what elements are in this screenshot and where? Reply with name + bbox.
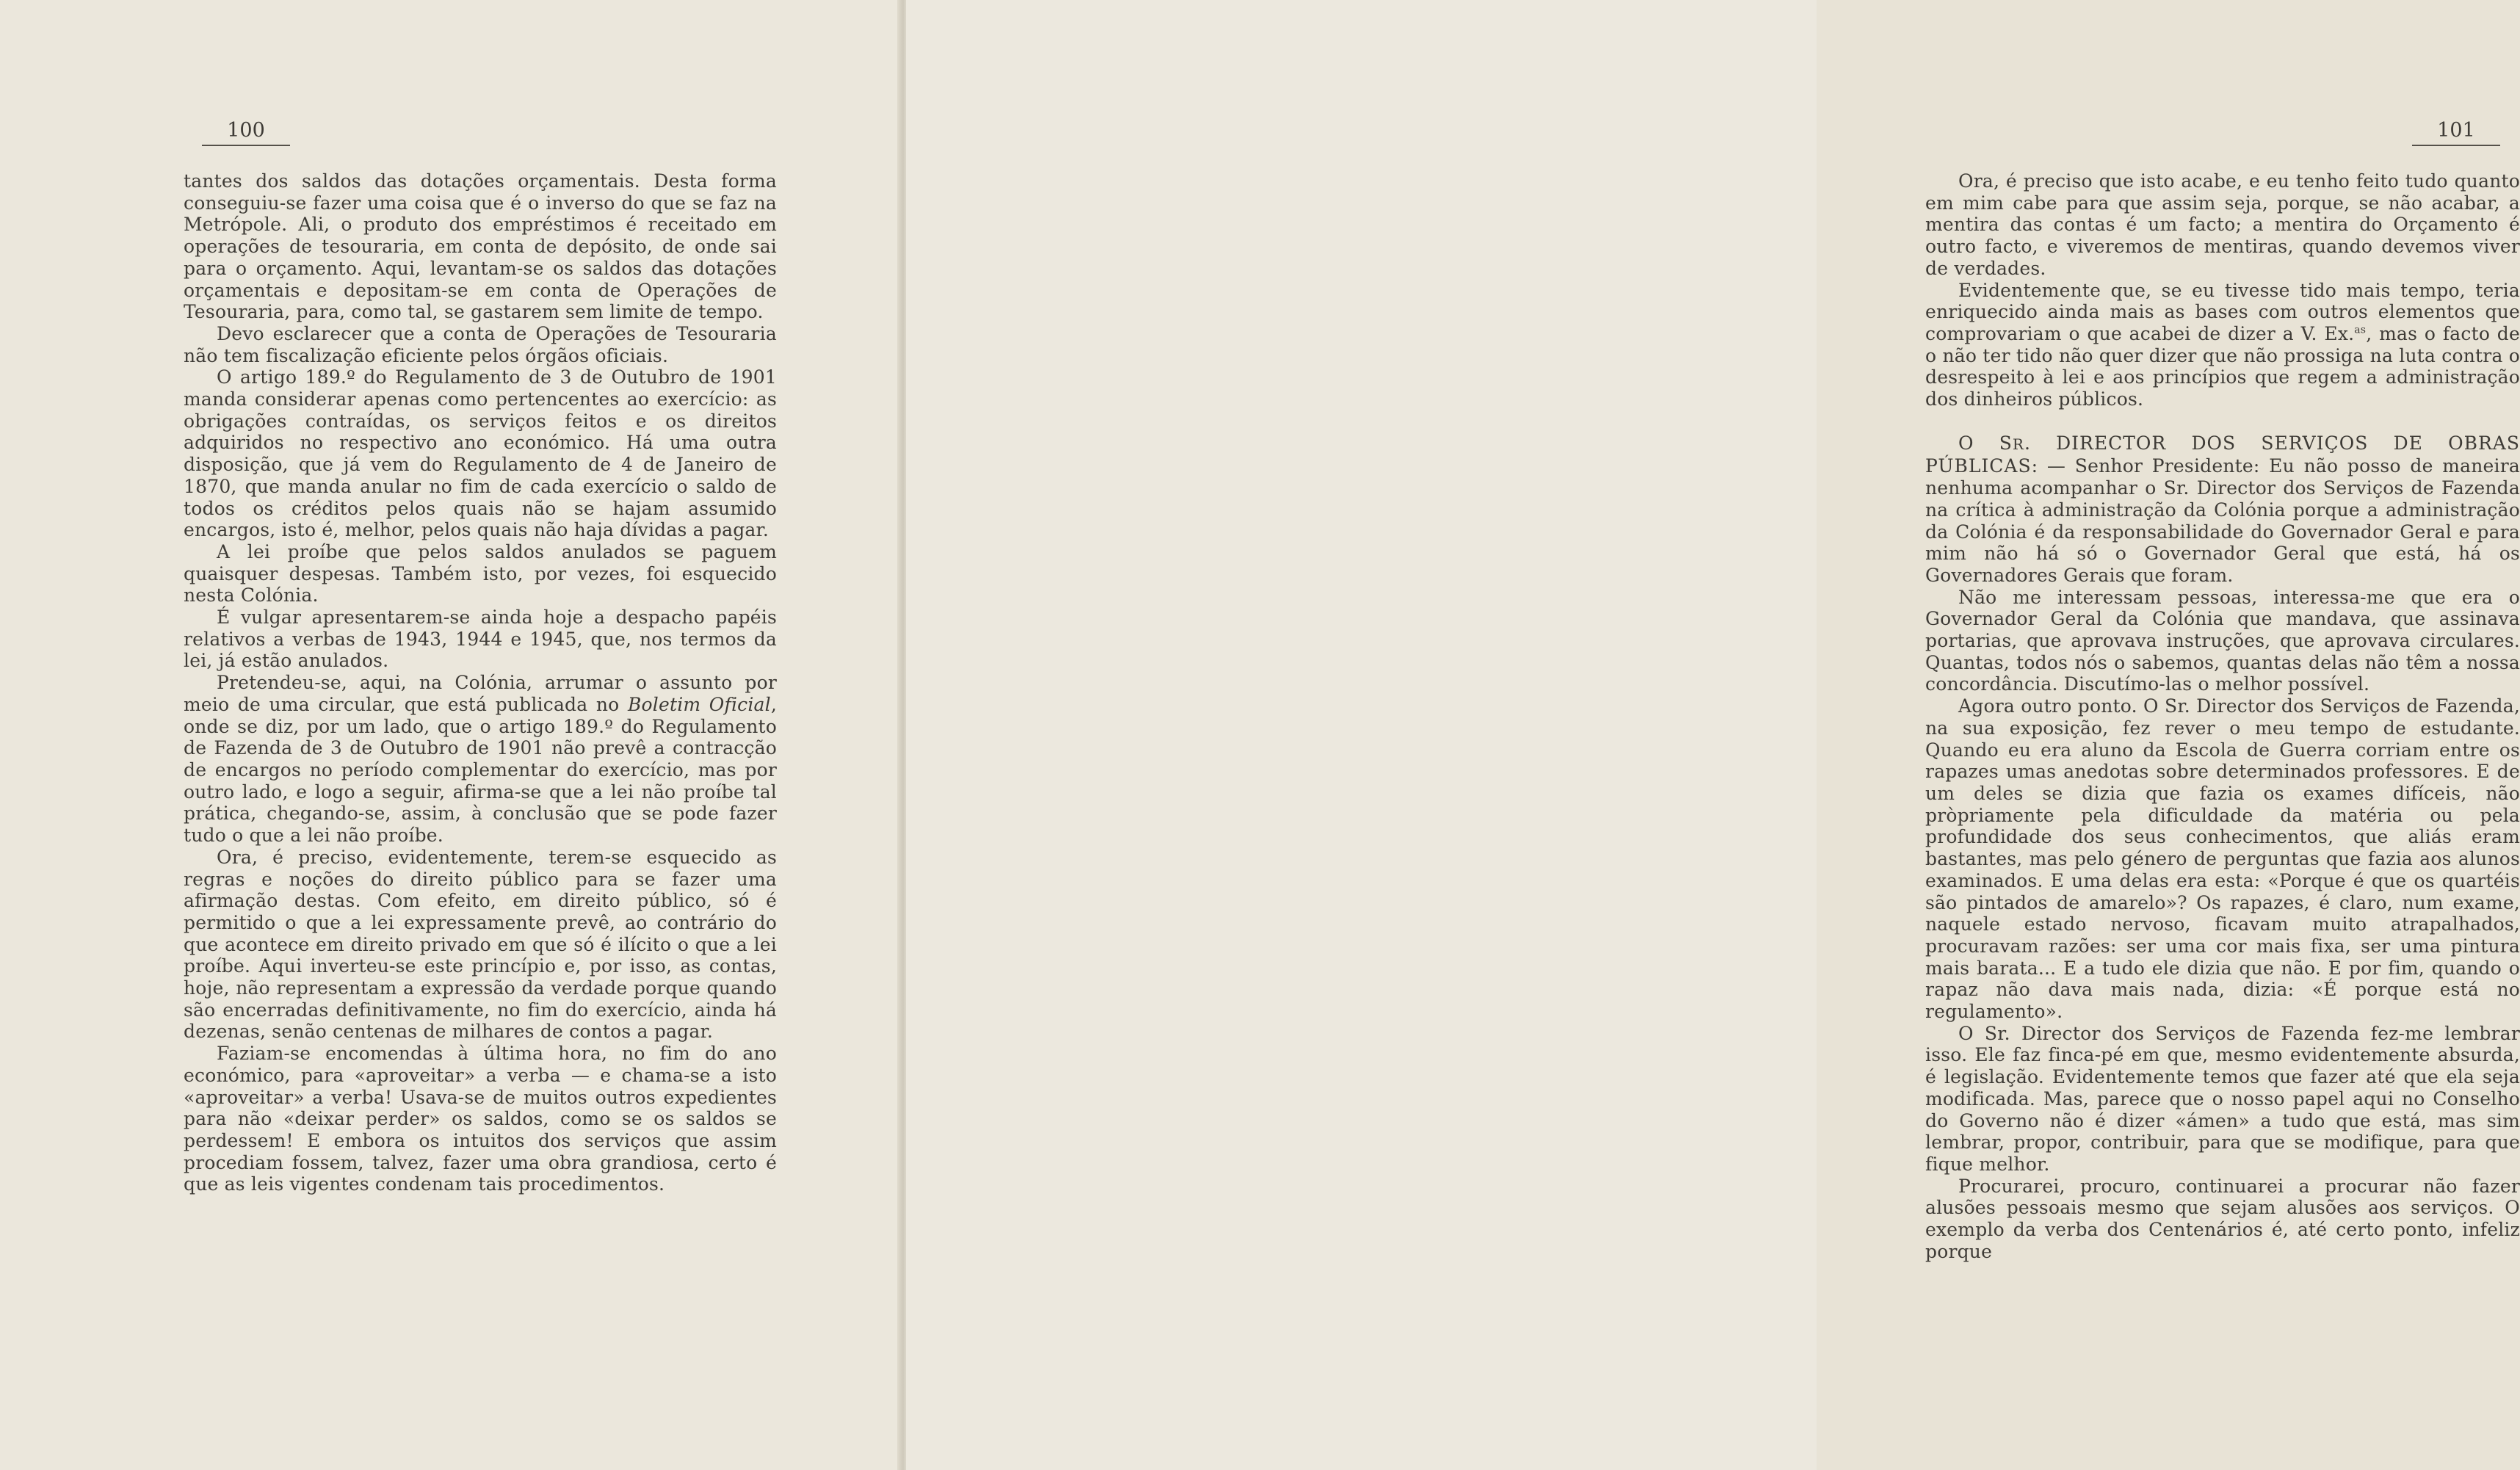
paragraph: Pretendeu-se, aqui, na Colónia, arrumar o assunto por meio de uma circular, que está publicada no Boletim Oficial, onde se diz, por um lado, que o artigo 189.º do Regulamento de Fazenda de 3 de Outubro de 1901 não prevê a contracção de encargos no período complementar do exercício, mas por outro lado, e logo a seguir, afirma-se que a lei não proíbe tal prática, chegando-se, assim, à conclusão que se pode fazer tudo o que a lei não proíbe. — [184, 672, 777, 847]
left-page — [0, 0, 902, 1470]
paragraph: Ora, é preciso, evidentemente, terem-se esquecido as regras e noções do direito público para se fazer uma afirmação destas. Com efeito, em direito público, só é permitido o que a lei expressamente prevê, ao contrário do que acontece em direito privado em que só é ilícito o que a lei proíbe. Aqui inverteu-se este princípio e, por isso, as contas, hoje, não representam a expressão da verdade porque quando são encerradas definitivamente, no fim do exercício, ainda há dezenas, senão centenas de milhares de contos a pagar. — [184, 846, 777, 1043]
left-page-text — [184, 170, 777, 1195]
paragraph: Procurarei, procuro, continuarei a procurar não fazer alusões pessoais mesmo que sejam alusões aos serviços. O exemplo da verba dos Centenários é, até certo ponto, infeliz porque — [1925, 1175, 2520, 1262]
right-page-text — [1925, 170, 2520, 1262]
page-number-right: 101 — [2412, 119, 2500, 146]
page-number-left: 100 — [202, 119, 290, 146]
paragraph: Agora outro ponto. O Sr. Director dos Serviços de Fazenda, na sua exposição, fez rever o meu tempo de estudante. Quando eu era aluno da Escola de Guerra corriam entre os rapazes umas anedotas sobre determinados professores. E de um deles se dizia que fazia os exames difíceis, não pròpriamente pela dificuldade da matéria ou pela profundidade dos seus conhecimentos, que aliás eram bastantes, mas pelo género de perguntas que fazia aos alunos examinados. E uma delas era esta: «Porque é que os quartéis são pintados de amarelo»? Os rapazes, é claro, num exame, naquele estado nervoso, ficavam muito atrapalhados, procuravam razões: ser uma cor mais fixa, ser uma pintura mais barata... E a tudo ele dizia que não. E por fim, quando o rapaz não dava mais nada, dizia: «É porque está no regulamento». — [1925, 695, 2520, 1023]
paragraph: O artigo 189.º do Regulamento de 3 de Outubro de 1901 manda considerar apenas como pertencentes ao exercício: as obrigações contraídas, os serviços feitos e os direitos adquiridos no respectivo ano económico. Há uma outra disposição, que já vem do Regulamento de 4 de Janeiro de 1870, que manda anular no fim de cada exercício o saldo de todos os créditos pelos quais não se hajam assumido encargos, isto é, melhor, pelos quais não haja dívidas a pagar. — [184, 366, 777, 541]
paragraph: Não me interessam pessoas, interessa-me que era o Governador Geral da Colónia que mandava, que assinava portarias, que aprovava instruções, que aprovava circulares. Quantas, todos nós o sabemos, quantas delas não têm a nossa concordância. Discutímo-las o melhor possível. — [1925, 586, 2520, 695]
publication-title: Boletim Oficial — [627, 693, 771, 715]
paragraph: Evidentemente que, se eu tivesse tido mais tempo, teria enriquecido ainda mais as bases com outros elementos que comprovariam o que acabei de dizer a V. Ex.$^{as}$, mas o facto de o não ter tido não quer dizer que não prossiga na luta contra o desrespeito à lei e aos princípios que regem a administração dos dinheiros públicos. — [1925, 279, 2520, 410]
paragraph: Ora, é preciso que isto acabe, e eu tenho feito tudo quanto em mim cabe para que assim seja, porque, se não acabar, a mentira das contas é um facto; a mentira do Orçamento é outro facto, e viveremos de mentiras, quando devemos viver de verdades. — [1925, 170, 2520, 279]
speaker-name: O SR. DIRECTOR DOS SERVIÇOS DE OBRAS PÚBLICAS — [1925, 432, 2520, 477]
right-page — [906, 0, 2520, 1470]
paragraph: Devo esclarecer que a conta de Operações de Tesouraria não tem fiscalização eficiente pelos órgãos oficiais. — [184, 322, 777, 366]
paragraph: O Sr. Director dos Serviços de Fazenda fez-me lembrar isso. Ele faz finca-pé em que, mesmo evidentemente absurda, é legislação. Evidentemente temos que fazer até que ela seja modificada. Mas, parece que o nosso papel aqui no Conselho do Governo não é dizer «ámen» a tudo que está, mas sim lembrar, propor, contribuir, para que se modifique, para que fique melhor. — [1925, 1022, 2520, 1175]
paragraph: É vulgar apresentarem-se ainda hoje a despacho papéis relativos a verbas de 1943, 1944 e 1945, que, nos termos da lei, já estão anulados. — [184, 607, 777, 672]
paragraph: Faziam-se encomendas à última hora, no fim do ano económico, para «aproveitar» a verba — e chama-se a isto «aproveitar» a verba! Usava-se de muitos outros expedientes para não «deixar perder» os saldos, como se os saldos se perdessem! E embora os intuitos dos serviços que assim procediam fossem, talvez, fazer uma obra grandiosa, certo é que as leis vigentes condenam tais procedimentos. — [184, 1043, 777, 1195]
paragraph: tantes dos saldos das dotações orçamentais. Desta forma conseguiu-se fazer uma coisa que é o inverso do que se faz na Metrópole. Ali, o produto dos empréstimos é receitado em operações de tesouraria, em conta de depósito, de onde sai para o orçamento. Aqui, levantam-se os saldos das dotações orçamentais e depositam-se em conta de Operações de Tesouraria, para, como tal, se gastarem sem limite de tempo. — [184, 170, 777, 323]
speaker-paragraph: O SR. DIRECTOR DOS SERVIÇOS DE OBRAS PÚBLICAS: — Senhor Presidente: Eu não posso de maneira nenhuma acompanhar o Sr. Director dos Serviços de Fazenda na crítica à administração da Colónia porque a administração da Colónia é da responsabilidade do Governador Geral e para mim não há só o Governador Geral que está, há os Governadores Gerais que foram. — [1925, 432, 2520, 586]
paragraph: A lei proíbe que pelos saldos anulados se paguem quaisquer despesas. Também isto, por vezes, foi esquecido nesta Colónia. — [184, 540, 777, 607]
